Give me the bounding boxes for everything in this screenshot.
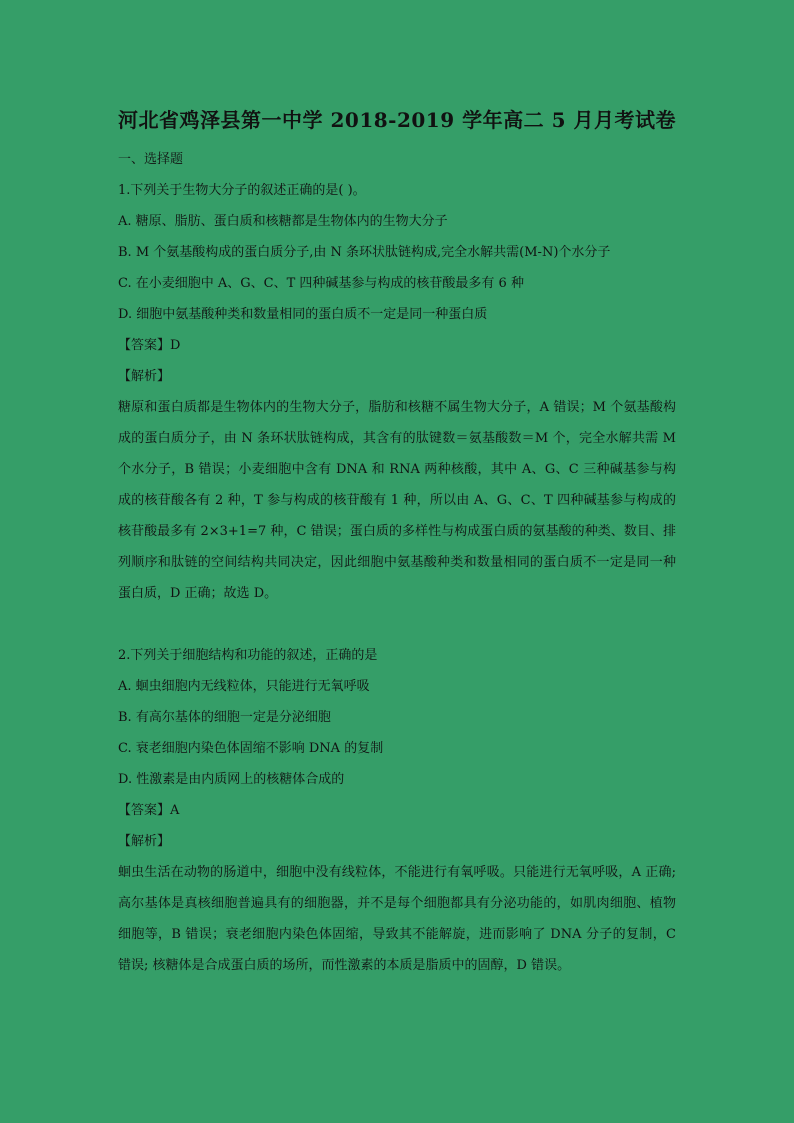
- analysis-text: 蛔虫生活在动物的肠道中，细胞中没有线粒体，不能进行有氧呼吸。只能进行无氧呼吸，A 正确; 高尔基体是真核细胞普遍具有的细胞器，并不是每个细胞都具有分泌功能的，如肌肉细胞、植物细胞等，B 错误；衰老细胞内染色体固缩，导致其不能解旋，进而影响了 DNA 分子的复制，C 错误; 核糖体是合成蛋白质的场所，而性激素的本质是脂质中的固醇，D 错误。: [118, 865, 676, 973]
- page-title: 河北省鸡泽县第一中学 2018-2019 学年高二 5 月月考试卷: [118, 108, 676, 132]
- analysis-text: 糖原和蛋白质都是生物体内的生物大分子，脂肪和核糖不属生物大分子，A 错误；M 个氨基酸构成的蛋白质分子，由 N 条环状肽链构成，其含有的肽键数＝氨基酸数＝M 个，完全水解共需 M 个水分子，B 错误；小麦细胞中含有 DNA 和 RNA 两种核酸，其中 A、G、C 三种碱基参与构成的核苷酸各有 2 种，T 参与构成的核苷酸有 1 种，所以由 A、G、C、T 四种碱基参与构成的核苷酸最多有 2×3+1=7 种，C 错误；蛋白质的多样性与构成蛋白质的氨基酸的种类、数目、排列顺序和肽链的空间结构共同决定，因此细胞中氨基酸种类和数量相同的蛋白质不一定是同一种蛋白质，D 正确；故选 D。: [118, 400, 676, 601]
- answer-label: 【答案】D: [118, 338, 181, 353]
- option-a: A. 糖原、脂肪、蛋白质和核糖都是生物体内的生物大分子: [118, 214, 448, 229]
- option-a: A. 蛔虫细胞内无线粒体，只能进行无氧呼吸: [118, 679, 370, 694]
- section-heading: 一、选择题: [118, 152, 184, 167]
- question-1: [118, 175, 676, 609]
- analysis-label: 【解析】: [118, 834, 171, 849]
- option-d: D. 性激素是由内质网上的核糖体合成的: [118, 772, 345, 787]
- question-stem: 2.下列关于细胞结构和功能的叙述，正确的是: [118, 648, 378, 663]
- option-b: B. M 个氨基酸构成的蛋白质分子,由 N 条环状肽链构成,完全水解共需(M-N)个水分子: [118, 245, 611, 260]
- option-d: D. 细胞中氨基酸种类和数量相同的蛋白质不一定是同一种蛋白质: [118, 307, 488, 322]
- question-2: [118, 640, 676, 981]
- question-stem: 1.下列关于生物大分子的叙述正确的是( )。: [118, 183, 366, 198]
- spacer: [118, 609, 676, 640]
- option-c: C. 衰老细胞内染色体固缩不影响 DNA 的复制: [118, 741, 384, 756]
- option-c: C. 在小麦细胞中 A、G、C、T 四种碱基参与构成的核苷酸最多有 6 种: [118, 276, 524, 291]
- analysis-label: 【解析】: [118, 369, 171, 384]
- option-b: B. 有高尔基体的细胞一定是分泌细胞: [118, 710, 331, 725]
- answer-label: 【答案】A: [118, 803, 180, 818]
